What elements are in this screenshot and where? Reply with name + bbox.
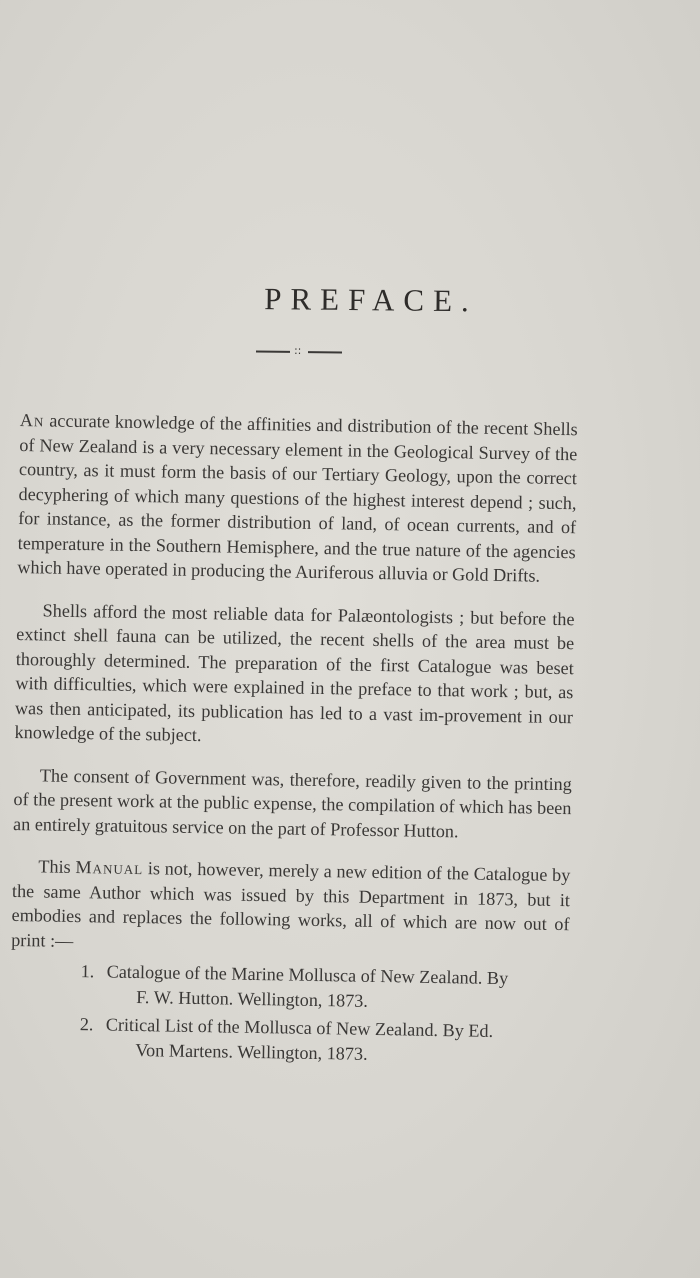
list-item — [9, 1011, 568, 1069]
paragraph-1-text: accurate knowledge of the affinities and distribution of the recent Shells of New Zealand is a very necessary element in the Geological Survey of the country, as it must form the basis of our Tertiary Geology, upon the correct decyphering of which many questions of the highest interest depend ; such, for instance, as the former distribution of land, of ocean currents, and of temperature in the Southern Hemisphere, and the true nature of the agencies which have operated in producing the Auriferous alluvia or Gold Drifts. — [17, 410, 578, 586]
manual-word: Manual — [75, 856, 144, 879]
list-item-line2: Von Martens. Wellington, 1873. — [135, 1039, 368, 1064]
list-item-number: 2. — [79, 1014, 94, 1035]
list-item-text — [105, 1013, 568, 1070]
ornament-rule-left — [256, 351, 290, 353]
page-title: PREFACE. — [264, 281, 478, 319]
list-item-text — [106, 960, 569, 1017]
paragraph-1 — [17, 408, 578, 589]
paragraph-2: Shells afford the most reliable data for Palæontologists ; but before the extinct shell fauna can be utilized, the recent shells of the area must be thoroughly determined. The preparation of the first Catalogue was beset with difficulties, which were explained in the preface to that work ; but, as was then anticipated, its publication has led to a vast im-provement in our knowledge of the subject. — [14, 599, 575, 746]
list-item-line1: Catalogue of the Marine Mollusca of New Zealand. By — [106, 961, 509, 989]
list-item — [10, 958, 569, 1016]
title-ornament — [256, 345, 342, 360]
list-item-line2: F. W. Hutton. Wellington, 1873. — [136, 986, 369, 1011]
paragraph-4-before: This — [38, 856, 76, 877]
preface-body — [9, 408, 578, 1073]
paragraph-3: The consent of Government was, therefore, readily given to the printing of the present work at the public expense, the compilation of which has been an entirely gratuitous service on the part of Professor Hutton. — [12, 764, 573, 841]
ornament-dots: :: — [293, 343, 302, 358]
paragraph-4-after: is not, however, merely a new edition of the Catalogue by the same Author which was issued by this Department in 1873, but it embodies and replaces the following works, all of which are now out of print :— — [11, 858, 571, 951]
works-list — [9, 958, 569, 1069]
paragraph-1-lead: An — [19, 409, 45, 431]
paragraph-4 — [11, 854, 571, 961]
ornament-rule-right — [308, 351, 342, 353]
list-item-number: 1. — [80, 961, 95, 982]
list-item-line1: Critical List of the Mollusca of New Zealand. By Ed. — [105, 1014, 494, 1041]
